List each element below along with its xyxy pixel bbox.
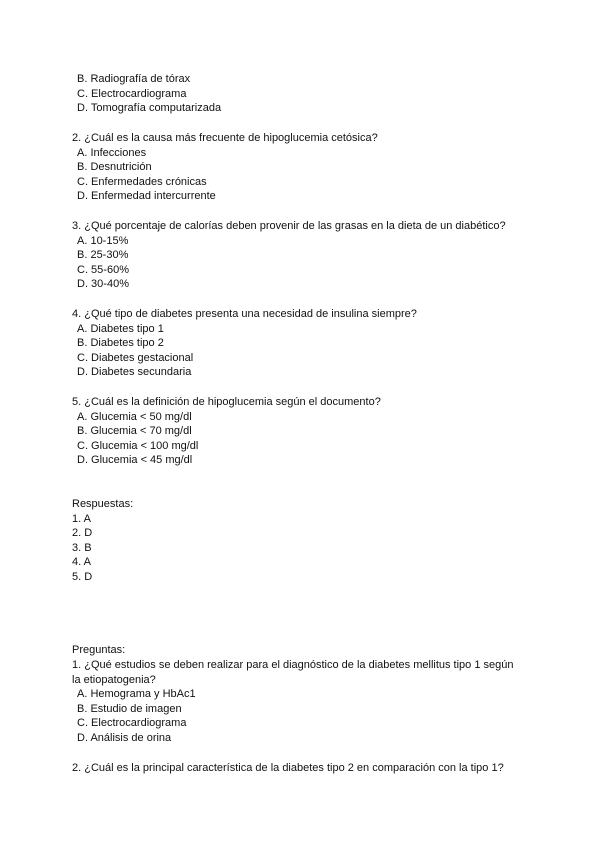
question-4-text: 4. ¿Qué tipo de diabetes presenta una necesidad de insulina siempre? — [72, 308, 417, 320]
option-c: C. Diabetes gestacional — [77, 352, 194, 364]
option-b: B. Estudio de imagen — [77, 703, 182, 715]
option-d: D. Análisis de orina — [77, 732, 172, 744]
answer-item: 1. A — [72, 513, 91, 525]
option-b: B. Diabetes tipo 2 — [77, 337, 164, 349]
question-5-text: 5. ¿Cuál es la definición de hipoglucemia según el documento? — [72, 396, 381, 408]
option-b: B. Radiografía de tórax — [77, 73, 191, 85]
question-1-text: 1. ¿Qué estudios se deben realizar para el diagnóstico de la diabetes mellitus tipo 1 según la etiopatogenia? — [72, 659, 514, 686]
option-a: A. 10-15% — [77, 235, 129, 247]
answer-item: 2. D — [72, 527, 93, 539]
option-a: A. Glucemia < 50 mg/dl — [77, 411, 192, 423]
option-d: D. Enfermedad intercurrente — [77, 190, 216, 202]
question-3-text: 3. ¿Qué porcentaje de calorías deben provenir de las grasas en la dieta de un diabético? — [72, 220, 506, 232]
option-c: C. Electrocardiograma — [77, 88, 187, 100]
option-d: D. Tomografía computarizada — [77, 102, 222, 114]
option-b: B. Glucemia < 70 mg/dl — [77, 425, 192, 437]
option-b: B. 25-30% — [77, 249, 129, 261]
option-d: D. 30-40% — [77, 278, 129, 290]
option-c: C. Glucemia < 100 mg/dl — [77, 440, 199, 452]
answer-item: 5. D — [72, 571, 93, 583]
question-2-text: 2. ¿Cuál es la principal característica de la diabetes tipo 2 en comparación con la tipo 1? — [72, 762, 504, 774]
option-d: D. Glucemia < 45 mg/dl — [77, 454, 193, 466]
option-c: C. Electrocardiograma — [77, 717, 187, 729]
option-d: D. Diabetes secundaria — [77, 366, 192, 378]
answer-item: 4. A — [72, 556, 91, 568]
option-a: A. Hemograma y HbAc1 — [77, 688, 196, 700]
option-a: A. Infecciones — [77, 147, 147, 159]
option-c: C. Enfermedades crónicas — [77, 176, 207, 188]
question-2-text: 2. ¿Cuál es la causa más frecuente de hipoglucemia cetósica? — [72, 132, 378, 144]
option-b: B. Desnutrición — [77, 161, 152, 173]
answers-heading: Respuestas: — [72, 498, 134, 510]
option-c: C. 55-60% — [77, 264, 129, 276]
option-a: A. Diabetes tipo 1 — [77, 323, 164, 335]
answer-item: 3. B — [72, 542, 92, 554]
preguntas-heading: Preguntas: — [72, 644, 126, 656]
